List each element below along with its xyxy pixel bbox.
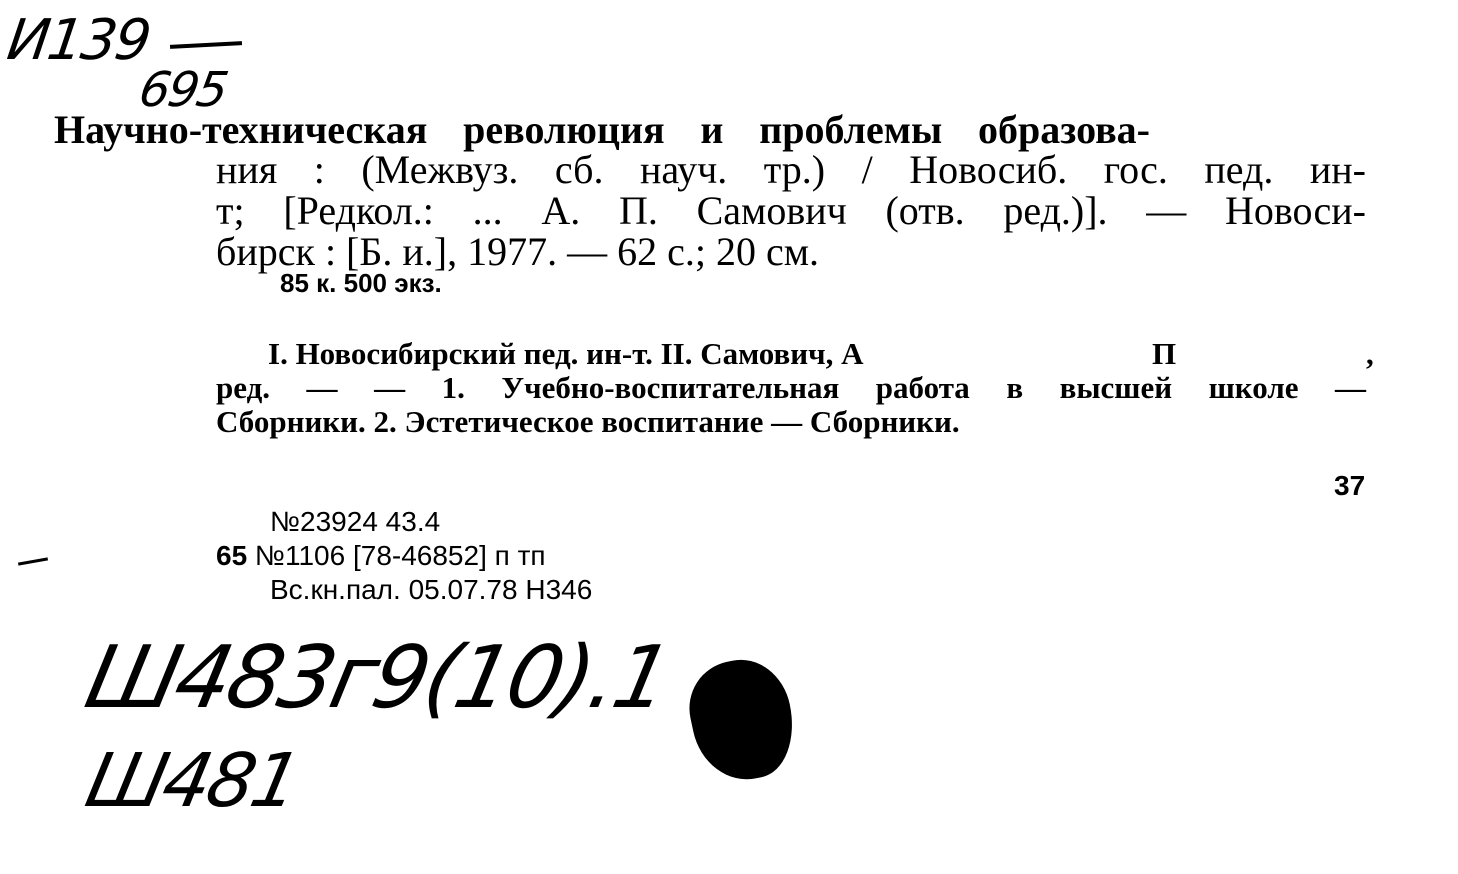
registration-line-3: Вс.кн.пал. 05.07.78 Н346 [270, 574, 593, 605]
tracings-line-2: ред. — — 1. Учебно-воспитательная работа в высшей школе — [216, 370, 1366, 405]
tracings-line-3: Сборники. 2. Эстетическое воспитание — Сборники. [216, 404, 960, 439]
tracings-line-1-comma: , [1366, 336, 1374, 371]
price-and-print-run: 85 к. 500 экз. [280, 268, 442, 298]
record-line-4: бирск : [Б. и.], 1977. — 62 с.; 20 см. [216, 229, 820, 274]
tracings-line-1-initial: П [1152, 336, 1177, 371]
margin-mark [18, 557, 48, 565]
handwritten-author-code: Ш481 [78, 738, 306, 824]
ink-blot [681, 651, 804, 789]
registration-line-2-text: №1106 [78-46852] п тп [247, 540, 546, 571]
registration-line-1: №23924 43.4 [270, 506, 441, 537]
record-line-3: т; [Редкол.: ... А. П. Самович (отв. ред.)]. — Новоси- [216, 188, 1366, 233]
registration-prefix: 65 [216, 540, 248, 571]
handwritten-code-top: И139 [3, 8, 154, 73]
page-number: 37 [1334, 470, 1366, 501]
tracings-line-1-text: I. Новосибирский пед. ин-т. II. Самович, А [268, 336, 864, 371]
handwritten-code-top-sub: 695 [135, 62, 231, 118]
registration-line-2 [216, 540, 546, 572]
handwritten-shelf-code: Ш483г9(10).1 [77, 628, 678, 728]
record-line-2: ния : (Межвуз. сб. науч. тр.) / Новосиб. гос. пед. ин- [216, 147, 1366, 192]
handwritten-rule [170, 41, 242, 49]
record-title-line-1: Научно-техническая революция и проблемы образова- [54, 107, 1150, 152]
